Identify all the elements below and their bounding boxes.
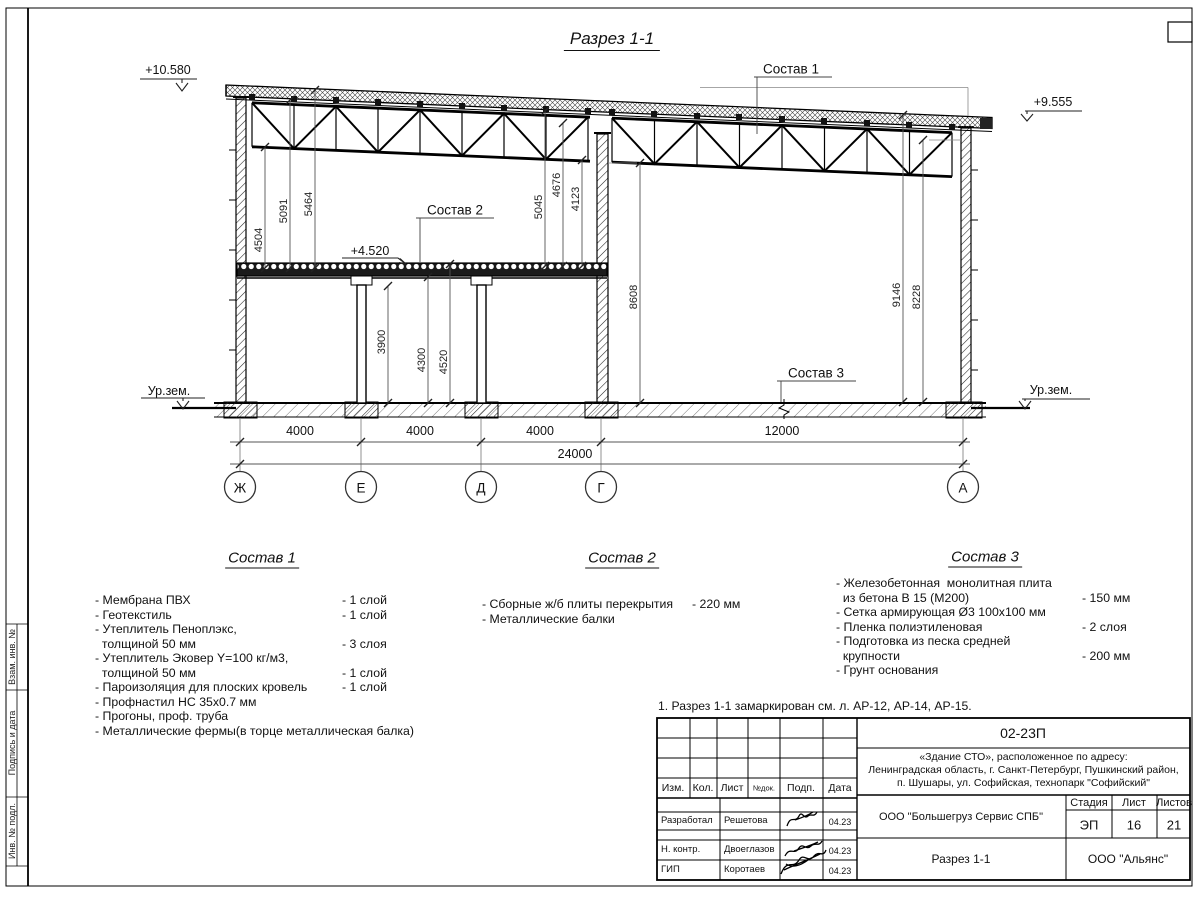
titleblock-company: ООО "Альянс" (1087, 852, 1169, 866)
dim-label: 4300 (416, 347, 428, 373)
span-dim-label: 12000 (764, 424, 800, 438)
tb-stage-label: Стадия (1070, 797, 1108, 809)
dim-label: 8228 (911, 284, 923, 310)
list-item: - Профнастил НС 35х0.7 мм (95, 694, 257, 709)
tb-col-podp: Подп. (787, 782, 815, 794)
axis-label: Ж (233, 480, 247, 496)
list-item: - Подготовка из песка средней (836, 634, 1011, 648)
tb-col-ndok: №док. (753, 783, 775, 793)
list-item: - Пленка полиэтиленовая - 2 слоя (836, 619, 1127, 634)
dim-label: 4123 (570, 186, 582, 212)
dim-label: 8608 (628, 284, 640, 310)
signatures (781, 812, 826, 874)
tb-col-izm: Изм. (661, 782, 685, 794)
ground-level-label-left: Ур.зем. (147, 384, 191, 398)
list-item: - Грунт основания (836, 663, 939, 677)
list-item: - Металлические балки (482, 611, 615, 626)
tb-row-date: 04.23 (828, 866, 852, 876)
elevation-mark-top-left: +10.580 (145, 63, 191, 77)
axis-label: Г (597, 480, 605, 496)
list-item: крупности - 200 мм (836, 648, 1131, 663)
axis-label: А (958, 480, 968, 496)
span-dim-label: 4000 (406, 424, 434, 438)
list-item: - Пароизоляция для плоских кровель - 1 слой (95, 680, 387, 694)
dim-label: 5464 (303, 191, 315, 217)
list-item: - Геотекстиль - 1 слой (95, 607, 387, 622)
mezzanine-slab (237, 263, 607, 403)
tb-sheet-label: Лист (1122, 797, 1146, 809)
list-item: толщиной 50 мм - 3 слоя (95, 636, 387, 651)
drawing-view-title: Разрез 1-1 (564, 29, 660, 51)
titleblock-drawing-title: Разрез 1-1 (931, 852, 991, 866)
side-strip-label: Инв. № подл. (7, 802, 17, 860)
elevation-mark-top-right: +9.555 (1033, 95, 1073, 109)
titleblock-client: ООО "Большегруз Сервис СПБ" (878, 811, 1044, 823)
dim-label: 4676 (551, 172, 563, 198)
tb-row-date: 04.23 (828, 817, 852, 827)
tb-row-name: Коротаев (724, 864, 766, 875)
list-item: - Прогоны, проф. труба (95, 709, 229, 723)
side-strip-label: Подпись и дата (7, 710, 17, 776)
tb-sheets-value: 21 (1166, 817, 1182, 833)
dim-label: 4520 (438, 349, 450, 375)
dim-label: 5091 (278, 198, 290, 224)
tb-sheet-value: 16 (1126, 817, 1142, 833)
dim-label: 9146 (891, 282, 903, 308)
tb-row-role: ГИП (661, 864, 680, 875)
tb-col-list: Лист (720, 782, 744, 794)
ground-level-label-right: Ур.зем. (1029, 383, 1073, 397)
dim-label: 4504 (253, 227, 265, 253)
roof (226, 85, 992, 132)
composition-3-heading: Состав 3 (948, 549, 1022, 568)
callout-sostav-1: Состав 1 (763, 61, 819, 77)
dim-label: 5045 (533, 194, 545, 220)
composition-1-heading: Состав 1 (225, 550, 299, 569)
total-dim-label: 24000 (557, 447, 593, 461)
dim-label: 3900 (376, 329, 388, 355)
titleblock-object-address: «Здание СТО», расположенное по адресу: Ленинградская область, г. Санкт-Петербург, Пушкинский район, п. Шушары, ул. Софийская, технопарк "Софийский" (868, 751, 1179, 789)
tb-stage-value: ЭП (1079, 817, 1099, 833)
tb-col-data: Дата (828, 782, 852, 794)
tb-row-name: Двоеглазов (724, 844, 775, 855)
composition-3-list (836, 576, 1141, 678)
list-item: из бетона В 15 (М200) - 150 мм (836, 590, 1131, 605)
tb-row-date: 04.23 (828, 846, 852, 856)
list-item: - Утеплитель Эковер Y=100 кг/м3, (95, 651, 289, 665)
side-strip-label: Взам. инв. № (7, 629, 17, 685)
composition-2-heading: Состав 2 (585, 550, 659, 569)
list-item: толщиной 50 мм - 1 слой (95, 665, 387, 680)
composition-2-list (482, 597, 762, 626)
callout-sostav-3: Состав 3 (788, 365, 844, 381)
axis-label: Д (476, 480, 486, 496)
tb-sheets-label: Листов (1156, 797, 1192, 809)
walls (229, 97, 978, 403)
tb-row-role: Н. контр. (661, 844, 701, 855)
titleblock-doc-number: 02-23П (1000, 725, 1046, 741)
list-item: - Сетка армирующая Ø3 100х100 мм (836, 605, 1046, 619)
tb-row-name: Решетова (724, 815, 768, 826)
list-item: - Металлические фермы(в торце металлическая балка) (95, 723, 414, 738)
tb-col-kol: Кол. (692, 782, 714, 794)
bottom-dimensions (230, 419, 970, 471)
tb-row-role: Разработал (661, 815, 713, 826)
span-dim-label: 4000 (286, 424, 314, 438)
composition-1-list (95, 593, 414, 738)
elevation-mark-slab: +4.520 (350, 244, 390, 258)
list-item: - Мембрана ПВХ - 1 слой (95, 593, 387, 607)
list-item: - Сборные ж/б плиты перекрытия - 220 мм (482, 597, 741, 611)
list-item: - Железобетонная монолитная плита (836, 576, 1052, 590)
span-dim-label: 4000 (526, 424, 554, 438)
callout-sostav-2: Состав 2 (427, 202, 483, 218)
sheet-note: 1. Разрез 1-1 замаркирован см. л. АР-12, АР-14, АР-15. (658, 699, 972, 713)
axis-label: Е (356, 480, 366, 496)
list-item: - Утеплитель Пеноплэкс, (95, 622, 237, 636)
